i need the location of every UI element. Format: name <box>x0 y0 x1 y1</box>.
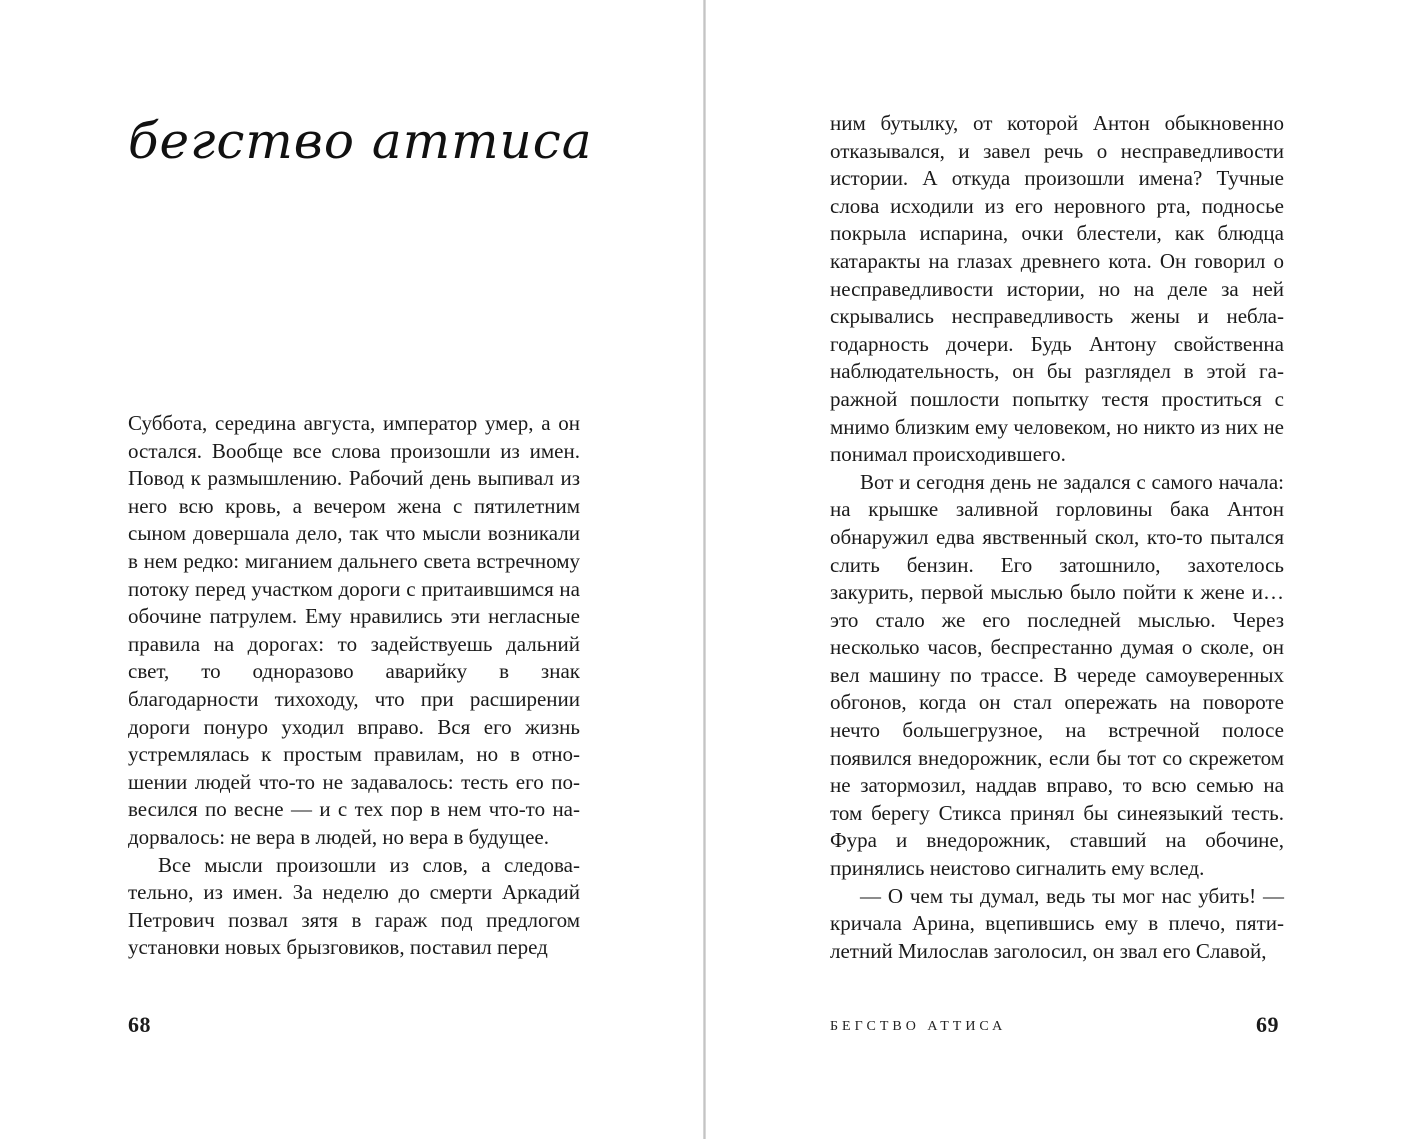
right-page-text <box>830 110 1284 965</box>
paragraph: — О чем ты думал, ведь ты мог нас убить! — кричала Арина, вцепившись ему в плечо, пятилетний Милослав заголосил, он звал его Славой, <box>830 883 1284 963</box>
paragraph: Суббота, середина августа, император умер, а он остался. Вообще все слова произошли из имен. Повод к размышлению. Рабочий день выпивал из него всю кровь, а вечером жена с пятилетним сыном довершала дело, так что мысли возникали в нем редко: миганием дальнего света встречному потоку перед участком дороги с притаившимся на обочине патрулем. Ему нравились эти негласные правила на дорогах: то задействуешь дальний свет, то одноразово аварийку в знак благодарности тихоходу, что при расширении дороги понуро уходил вправо. Вся его жизнь устремлялась к простым правилам, но в отношении людей что-то не задавалось: тесть его повесился по весне — и с тех пор в нем что-то надорвалось: не вера в людей, но вера в будущее. <box>128 411 580 849</box>
left-page <box>0 0 703 1139</box>
paragraph: Вот и сегодня день не задался с самого начала: на крышке заливной горловины бака Антон обнаружил едва явственный скол, кто-то пытался слить бензин. Его затошнило, захотелось закурить, первой мыслью было пойти к жене и… это стало же его последней мыслью. Через несколько часов, беспрестанно думая о сколе, он вел машину по трассе. В череде самоуверенных обгонов, когда он стал опережать на повороте нечто большегрузное, на встречной полосе появился внедорожник, если бы тот со скрежетом не затормозил, наддав вправо, то всю семью на том берегу Стикса принял бы синеязыкий тесть. Фура и внедорожник, ставший на обочине, принялись неистово сигналить ему вслед. <box>830 469 1284 881</box>
left-page-text <box>128 410 580 962</box>
page-number-right: 69 <box>1256 1012 1279 1037</box>
page-number-left: 68 <box>128 1012 151 1037</box>
running-head: БЕГСТВО АТТИСА <box>830 1019 1007 1034</box>
paragraph: ним бутылку, от которой Антон обыкновенно отказывался, и завел речь о несправедливости истории. А откуда произошли имена? Тучные слова исходили из его неровного рта, подносье покрыла испарина, очки блестели, как блюдца катаракты на глазах древнего кота. Он говорил о несправедливости истории, но на деле за ней скрывались несправедливость жены и неблагодарность дочери. Будь Антону свойственна наблюдательность, он бы разглядел в этой гаражной пошлости попытку тестя проститься с мнимо близким ему человеком, но никто из них не понимал происходившего. <box>830 111 1284 467</box>
chapter-title: бегство аттиса <box>128 112 593 170</box>
right-page <box>706 0 1410 1139</box>
paragraph: Все мысли произошли из слов, а следовательно, из имен. За неделю до смерти Аркадий Петрович позвал зятя в гараж под предлогом установки новых брызговиков, поставил перед <box>128 852 580 960</box>
